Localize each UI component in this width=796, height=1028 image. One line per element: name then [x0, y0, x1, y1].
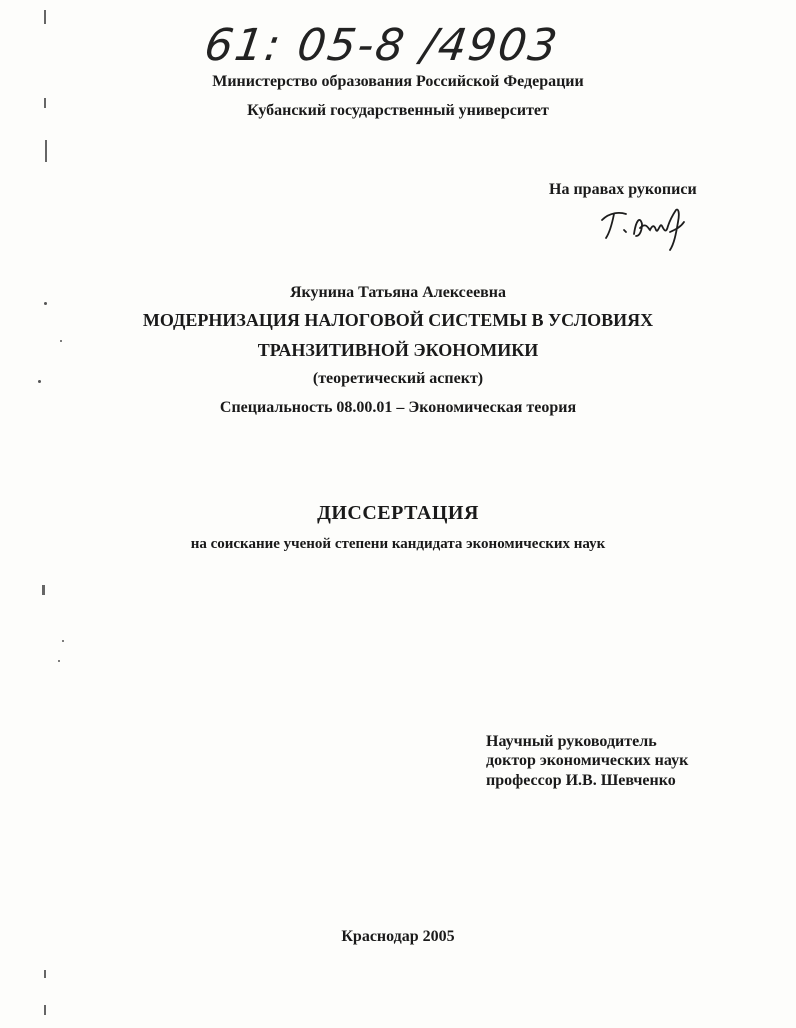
scan-mark — [44, 970, 46, 978]
scan-speck — [62, 640, 64, 642]
scan-speck — [58, 660, 60, 662]
supervisor-degree: доктор экономических наук — [486, 752, 689, 769]
scan-mark — [42, 585, 45, 595]
supervisor-name: профессор И.В. Шевченко — [486, 772, 676, 789]
archive-code: 61: 05-8 /4903 — [201, 20, 563, 71]
university-name: Кубанский государственный университет — [247, 102, 549, 119]
subtitle: (теоретический аспект) — [312, 370, 484, 387]
supervisor-role: Научный руководитель — [486, 733, 657, 750]
author-signature — [596, 200, 696, 252]
manuscript-rights: На правах рукописи — [549, 181, 697, 198]
scan-mark — [44, 1005, 46, 1015]
scan-speck — [44, 302, 47, 305]
specialty: Специальность 08.00.01 – Экономическая теория — [219, 399, 577, 416]
title-line-1: МОДЕРНИЗАЦИЯ НАЛОГОВОЙ СИСТЕМЫ В УСЛОВИЯХ — [142, 310, 654, 330]
degree-sought: на соискание ученой степени кандидата экономических наук — [190, 536, 606, 552]
author-name: Якунина Татьяна Алексеевна — [289, 284, 507, 301]
place-year: Краснодар 2005 — [341, 928, 455, 945]
title-line-2: ТРАНЗИТИВНОЙ ЭКОНОМИКИ — [257, 340, 539, 360]
ministry-name: Министерство образования Российской Федерации — [212, 73, 584, 90]
document-type: ДИССЕРТАЦИЯ — [317, 502, 479, 524]
scan-mark — [45, 140, 47, 162]
scan-mark — [44, 10, 46, 24]
